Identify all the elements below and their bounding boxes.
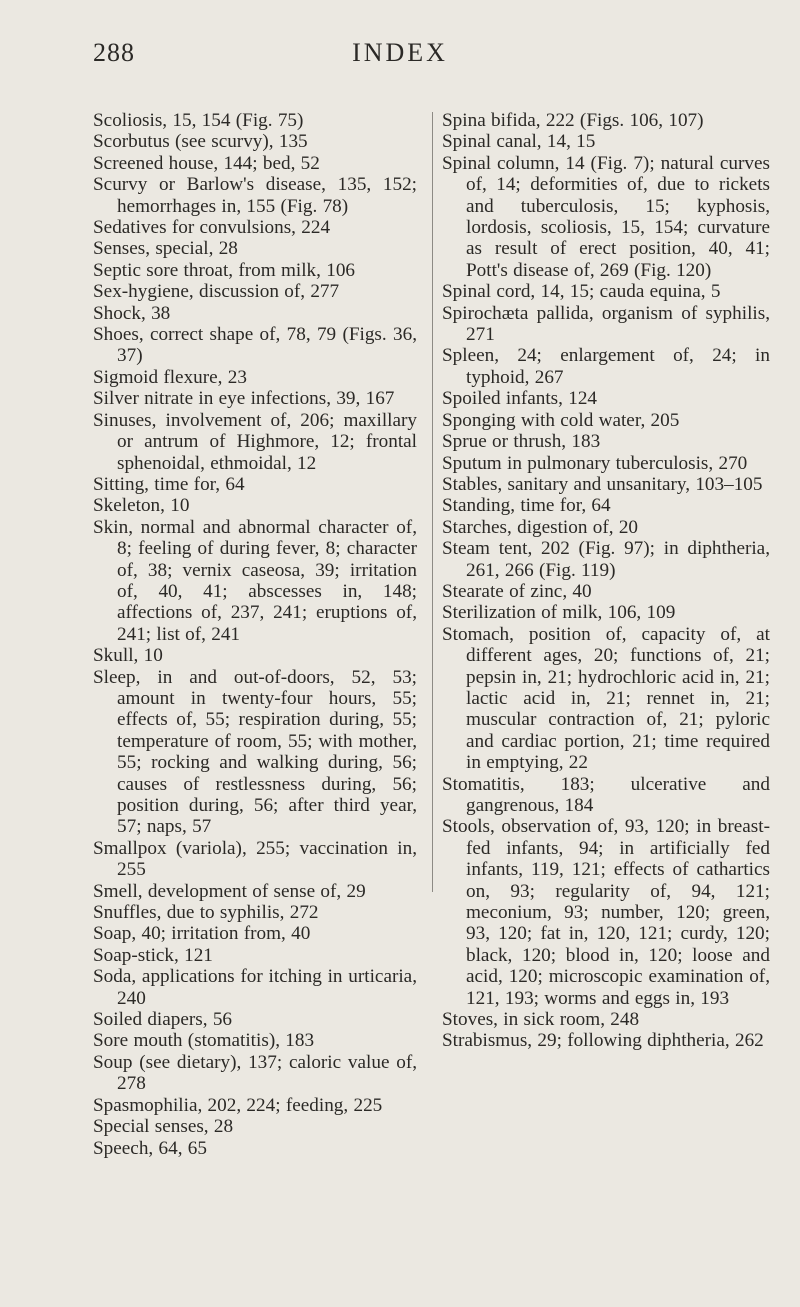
- index-entry: Stables, sanitary and unsanitary, 103–105: [442, 473, 763, 495]
- index-entry: Sleep, in and out-of-doors, 52, 53; amount in twenty-four hours, 55; effects of, 55; respiration during, 55; temperature of room, 55; with mother, 55; rocking and walking during, 56; causes of restlessness during, 56; position during, 56; after third year, 57; naps, 57: [93, 666, 417, 838]
- index-entry: Spina bifida, 222 (Figs. 106, 107): [442, 110, 704, 131]
- index-entry: Skin, normal and abnormal character of, 8; feeling of during fever, 8; character of, 38; vernix caseosa, 39; irritation of, 40, 41; abscesses in, 148; affections of, 237, 241; eruptions of, 241; list of, 241: [93, 516, 417, 645]
- index-entry: Sputum in pulmonary tuberculosis, 270: [442, 452, 748, 474]
- index-entry: Sigmoid flexure, 23: [93, 366, 247, 388]
- index-entry: Sitting, time for, 64: [93, 473, 245, 495]
- index-entry: Skeleton, 10: [93, 495, 190, 517]
- column-divider: [432, 112, 433, 892]
- index-entry: Snuffles, due to syphilis, 272: [93, 902, 319, 924]
- index-entry: Spirochæta pallida, organism of syphilis, 271: [442, 302, 770, 346]
- index-entry: Special senses, 28: [93, 1116, 234, 1138]
- index-column-right: [442, 110, 770, 1052]
- index-entry: Soap, 40; irritation from, 40: [93, 923, 311, 945]
- index-entry: Shoes, correct shape of, 78, 79 (Figs. 36, 37): [93, 324, 417, 367]
- index-entry: Strabismus, 29; following diphtheria, 262: [442, 1030, 764, 1052]
- index-entry: Stoves, in sick room, 248: [442, 1009, 640, 1031]
- index-entry: Sponging with cold water, 205: [442, 409, 680, 431]
- index-entry: Sore mouth (stomatitis), 183: [93, 1030, 315, 1052]
- index-entry: Soup (see dietary), 137; caloric value of, 278: [93, 1051, 417, 1095]
- index-entry: Screened house, 144; bed, 52: [93, 152, 320, 174]
- index-entry: Soap-stick, 121: [93, 944, 213, 966]
- index-entry: Stomach, position of, capacity of, at different ages, 20; functions of, 21; pepsin in, 21; hydrochloric acid in, 21; lactic acid in, 21; rennet in, 21; muscular contraction of, 21; pyloric and cardiac portion, 21; time required in emptying, 22: [442, 623, 770, 774]
- index-entry: Stools, observation of, 93, 120; in breast-fed infants, 94; in artificially fed infants, 119, 121; effects of cathartics on, 93; regularity of, 94, 121; meconium, 93; number, 120; green, 93, 120; fat in, 120, 121; curdy, 120; black, 120; blood in, 120; loose and acid, 120; microscopic examination of, 121, 193; worms and eggs in, 193: [442, 816, 770, 1009]
- index-entry: Spinal canal, 14, 15: [442, 131, 596, 153]
- index-entry: Spasmophilia, 202, 224; feeding, 225: [93, 1094, 383, 1116]
- index-entry: Sedatives for convulsions, 224: [93, 217, 331, 239]
- index-entry: Sterilization of milk, 106, 109: [442, 602, 676, 624]
- running-title: INDEX: [352, 38, 448, 67]
- index-entry: Starches, digestion of, 20: [442, 516, 639, 538]
- index-entry: Scoliosis, 15, 154 (Fig. 75): [93, 110, 304, 131]
- index-entry: Skull, 10: [93, 645, 163, 667]
- index-entry: Sex-hygiene, discussion of, 277: [93, 281, 340, 303]
- index-entry: Stomatitis, 183; ulcerative and gangrenous, 184: [442, 773, 770, 816]
- page-header: [0, 38, 800, 78]
- index-entry: Spinal cord, 14, 15; cauda equina, 5: [442, 281, 721, 303]
- index-entry: Spleen, 24; enlargement of, 24; in typhoid, 267: [442, 345, 770, 388]
- index-entry: Silver nitrate in eye infections, 39, 167: [93, 388, 395, 410]
- index-entry: Stearate of zinc, 40: [442, 580, 592, 602]
- index-entry: Sinuses, involvement of, 206; maxillary or antrum of Highmore, 12; frontal sphenoidal, ethmoidal, 12: [93, 409, 417, 474]
- index-entry: Smell, development of sense of, 29: [93, 880, 366, 902]
- index-entry: Soda, applications for itching in urticaria, 240: [93, 966, 417, 1009]
- index-entry: Sprue or thrush, 183: [442, 431, 601, 453]
- index-entry: Spoiled infants, 124: [442, 388, 598, 410]
- index-column-left: [93, 110, 417, 1159]
- index-entry: Steam tent, 202 (Fig. 97); in diphtheria, 261, 266 (Fig. 119): [442, 538, 770, 581]
- index-entry: Speech, 64, 65: [93, 1137, 207, 1159]
- index-entry: Shock, 38: [93, 302, 171, 324]
- index-entry: Spinal column, 14 (Fig. 7); natural curves of, 14; deformities of, due to rickets and tuberculosis, 15; kyphosis, lordosis, scoliosis, 15, 154; curvature as result of erect position, 40, 41; Pott's disease of, 269 (Fig. 120): [442, 152, 770, 281]
- page-number: 288: [93, 38, 135, 67]
- index-entry: Soiled diapers, 56: [93, 1009, 233, 1031]
- index-entry: Scorbutus (see scurvy), 135: [93, 131, 308, 153]
- index-entry: Standing, time for, 64: [442, 495, 611, 517]
- index-entry: Septic sore throat, from milk, 106: [93, 259, 356, 281]
- index-entry: Senses, special, 28: [93, 238, 238, 260]
- index-entry: Smallpox (variola), 255; vaccination in, 255: [93, 837, 417, 881]
- index-entry: Scurvy or Barlow's disease, 135, 152; hemorrhages in, 155 (Fig. 78): [93, 174, 417, 217]
